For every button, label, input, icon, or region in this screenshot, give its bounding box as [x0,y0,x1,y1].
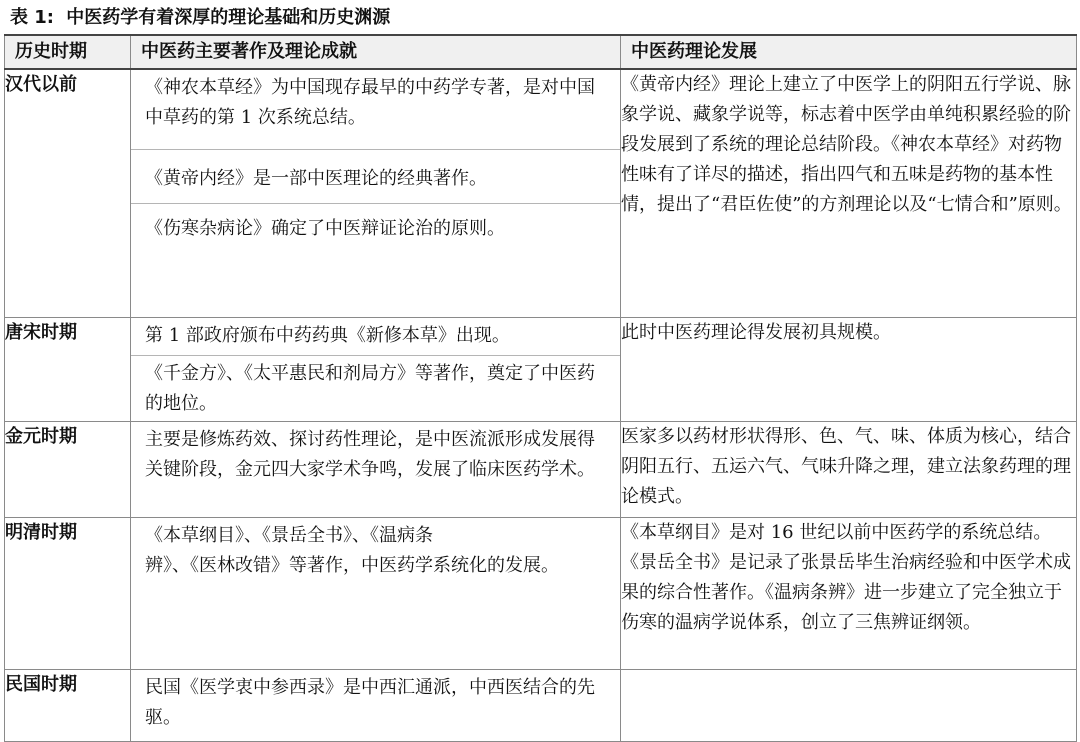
period-cell: 唐宋时期 [5,317,131,421]
table-caption [10,6,390,30]
table-row [5,421,1077,517]
theory-cell: 医家多以药材形状得形、色、气、味、体质为核心，结合阴阳五行、五运六气、气味升降之理，建立法象药理的理论模式。 [621,421,1077,517]
theory-cell: 《黄帝内经》理论上建立了中医学上的阴阳五行学说、脉象学说、藏象学说等，标志着中医学由单纯积累经验的阶段发展到了系统的理论总结阶段。《神农本草经》对药物性味有了详尽的描述，指出四气和五味是药物的基本性情，提出了“君臣佐使”的方剂理论以及“七情合和”原则。 [621,69,1077,317]
works-cell [131,421,621,517]
theory-cell: 此时中医药理论得发展初具规模。 [621,317,1077,421]
table-row [5,69,1077,317]
table-row [5,517,1077,669]
work-item: 《本草纲目》、《景岳全书》、《温病条 辨》、《医林改错》等著作，中医药学系统化的发展。 [145,524,559,576]
work-item: 《黄帝内经》是一部中医理论的经典著作。 [131,150,620,204]
period-cell: 汉代以前 [5,69,131,317]
table-row [5,669,1077,741]
works-cell [131,517,621,669]
period-cell: 明清时期 [5,517,131,669]
table-number: 表 1: [10,7,54,28]
work-item: 《千金方》、《太平惠民和剂局方》等著作，奠定了中医药的地位。 [145,362,595,414]
history-table [4,34,1077,742]
header-theory: 中医药理论发展 [621,35,1077,69]
work-item: 第 1 部政府颁布中药药典《新修本草》出现。 [131,318,620,356]
table-row [5,317,1077,421]
period-cell: 民国时期 [5,669,131,741]
header-row [5,35,1077,69]
table-title: 中医药学有着深厚的理论基础和历史渊源 [66,7,391,28]
works-cell [131,317,621,421]
work-item: 民国《医学衷中参西录》是中西汇通派，中西医结合的先驱。 [145,676,595,728]
theory-cell [621,669,1077,741]
header-period: 历史时期 [5,35,131,69]
works-cell [131,69,621,317]
period-cell: 金元时期 [5,421,131,517]
work-item: 《伤寒杂病论》确定了中医辩证论治的原则。 [145,218,505,239]
theory-cell: 《本草纲目》是对 16 世纪以前中医药学的系统总结。《景岳全书》是记录了张景岳毕生治病经验和中医学术成果的综合性著作。《温病条辨》进一步建立了完全独立于伤寒的温病学说体系，创立了三焦辨证纲领。 [621,517,1077,669]
work-item: 主要是修炼药效、探讨药性理论，是中医流派形成发展得关键阶段，金元四大家学术争鸣，发展了临床医药学术。 [145,428,595,480]
work-item: 《神农本草经》为中国现存最早的中药学专著，是对中国中草药的第 1 次系统总结。 [131,70,620,150]
header-works: 中医药主要著作及理论成就 [131,35,621,69]
works-cell [131,669,621,741]
